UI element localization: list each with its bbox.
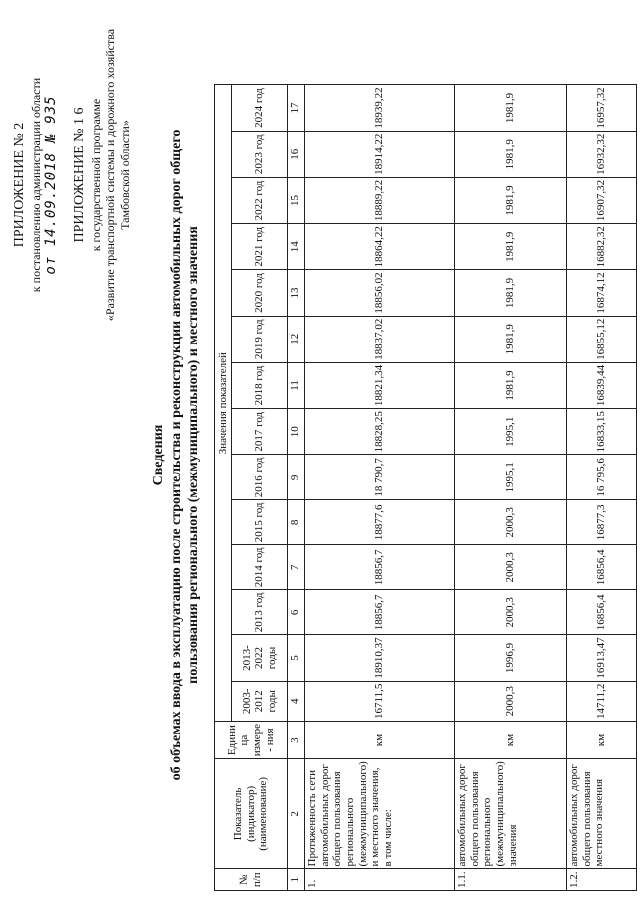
title-line-3: пользования регионального (межмуниципального) и местного значения [186, 226, 201, 684]
column-number: 10 [288, 409, 305, 455]
annex-main-program: «Развитие транспортной системы и дорожного хозяйства [103, 28, 118, 322]
value-cell: 16856,4 [567, 545, 637, 590]
value-cell: 1981,9 [455, 316, 567, 362]
header-year: 2017 год [232, 409, 288, 455]
header-year: 2018 год [232, 362, 288, 408]
column-number: 3 [288, 721, 305, 758]
header-year: 2020 год [232, 270, 288, 316]
value-cell: 16855,12 [567, 316, 637, 362]
value-cell: 18856,7 [305, 590, 455, 635]
annex-top-ref: к постановлению администрации области [28, 77, 43, 293]
title-line-2: об объемах ввода в эксплуатацию после строительства и реконструкции автомобильных дорог общего [168, 129, 184, 781]
column-number: 13 [288, 270, 305, 316]
value-cell: 18828,25 [305, 409, 455, 455]
header-values-group: Значения показателей [215, 85, 232, 722]
value-cell: 1981,9 [455, 131, 567, 177]
value-cell: 16856,4 [567, 590, 637, 635]
value-cell: 18914,22 [305, 131, 455, 177]
value-cell: 18889,22 [305, 177, 455, 223]
column-number: 8 [288, 500, 305, 545]
value-cell: 16932,32 [567, 131, 637, 177]
value-cell: 2000,3 [455, 500, 567, 545]
value-cell: 18939,22 [305, 85, 455, 131]
value-cell: 18864,22 [305, 224, 455, 270]
value-cell: 1981,9 [455, 177, 567, 223]
value-cell: 2000,3 [455, 590, 567, 635]
value-cell: 16 795,6 [567, 455, 637, 500]
header-year: 2021 год [232, 224, 288, 270]
header-indicator: Показатель (индикатор) (наименование) [215, 759, 288, 869]
annex-main-ref: к государственной программе [88, 98, 103, 252]
value-cell: 18 790,7 [305, 455, 455, 500]
value-cell: 16882,32 [567, 224, 637, 270]
annex-header-top [12, 5, 60, 365]
header-period: 2013-2022 годы [232, 635, 288, 681]
value-cell: 18856,7 [305, 545, 455, 590]
value-cell: 2000,3 [455, 681, 567, 721]
header-unit: Едини ца измере - ния [215, 721, 288, 758]
column-number: 6 [288, 590, 305, 635]
value-cell: 18821,34 [305, 362, 455, 408]
value-cell: 18910,37 [305, 635, 455, 681]
value-cell: 2000,3 [455, 545, 567, 590]
value-cell: 16957,32 [567, 85, 637, 131]
header-year: 2022 год [232, 177, 288, 223]
column-number: 9 [288, 455, 305, 500]
table-row [305, 85, 455, 891]
annex-main-region: Тамбовской области» [117, 120, 132, 230]
column-number: 7 [288, 545, 305, 590]
value-cell: 16877,3 [567, 500, 637, 545]
column-number: 17 [288, 85, 305, 131]
annex-top-title: ПРИЛОЖЕНИЕ № 2 [12, 122, 27, 248]
row-number: 1.1. [455, 869, 567, 891]
title-line-1: Сведения [151, 424, 166, 486]
value-cell: 1995,1 [455, 409, 567, 455]
column-number: 5 [288, 635, 305, 681]
header-period: 2003-2012 годы [232, 681, 288, 721]
table-row [455, 85, 567, 891]
value-cell: 1981,9 [455, 224, 567, 270]
value-cell: 1995,1 [455, 455, 567, 500]
column-numbers-row [288, 85, 305, 891]
value-cell: 14711,2 [567, 681, 637, 721]
value-cell: 1981,9 [455, 85, 567, 131]
header-year: 2016 год [232, 455, 288, 500]
row-indicator-name: автомобильных дорог общего пользования регионального (межмуниципального) значения [455, 759, 567, 869]
value-cell: 16907,32 [567, 177, 637, 223]
annex-header-main [72, 5, 132, 345]
value-cell: 1981,9 [455, 270, 567, 316]
row-indicator-name: Протяженность сети автомобильных дорог общего пользования регионального (межмуниципального) и местного значения, в том числе: [305, 759, 455, 869]
value-cell: 16874,12 [567, 270, 637, 316]
value-cell: 18856,02 [305, 270, 455, 316]
column-number: 14 [288, 224, 305, 270]
column-number: 11 [288, 362, 305, 408]
header-year: 2024 год [232, 85, 288, 131]
column-number: 1 [288, 869, 305, 891]
header-year: 2019 год [232, 316, 288, 362]
column-number: 4 [288, 681, 305, 721]
annex-top-date-number: от 14.09.2018 № 935 [43, 95, 60, 275]
header-year: 2015 год [232, 500, 288, 545]
value-cell: 16839,44 [567, 362, 637, 408]
row-unit: км [567, 721, 637, 758]
column-number: 2 [288, 759, 305, 869]
column-number: 15 [288, 177, 305, 223]
row-unit: км [455, 721, 567, 758]
value-cell: 1996,9 [455, 635, 567, 681]
header-year: 2013 год [232, 590, 288, 635]
value-cell: 16711,5 [305, 681, 455, 721]
row-number: 1.2. [567, 869, 637, 891]
value-cell: 16833,15 [567, 409, 637, 455]
table-row [567, 85, 637, 891]
header-num: № п/п [215, 869, 288, 891]
row-number: 1. [305, 869, 455, 891]
header-year: 2023 год [232, 131, 288, 177]
column-number: 16 [288, 131, 305, 177]
value-cell: 1981,9 [455, 362, 567, 408]
column-number: 12 [288, 316, 305, 362]
row-indicator-name: автомобильных дорог общего пользования местного значения [567, 759, 637, 869]
annex-main-title: ПРИЛОЖЕНИЕ № 1 6 [72, 107, 87, 243]
value-cell: 18877,6 [305, 500, 455, 545]
header-year: 2014 год [232, 545, 288, 590]
indicators-table [214, 84, 637, 891]
value-cell: 16913,47 [567, 635, 637, 681]
document-title [150, 65, 203, 845]
value-cell: 18837,02 [305, 316, 455, 362]
row-unit: км [305, 721, 455, 758]
